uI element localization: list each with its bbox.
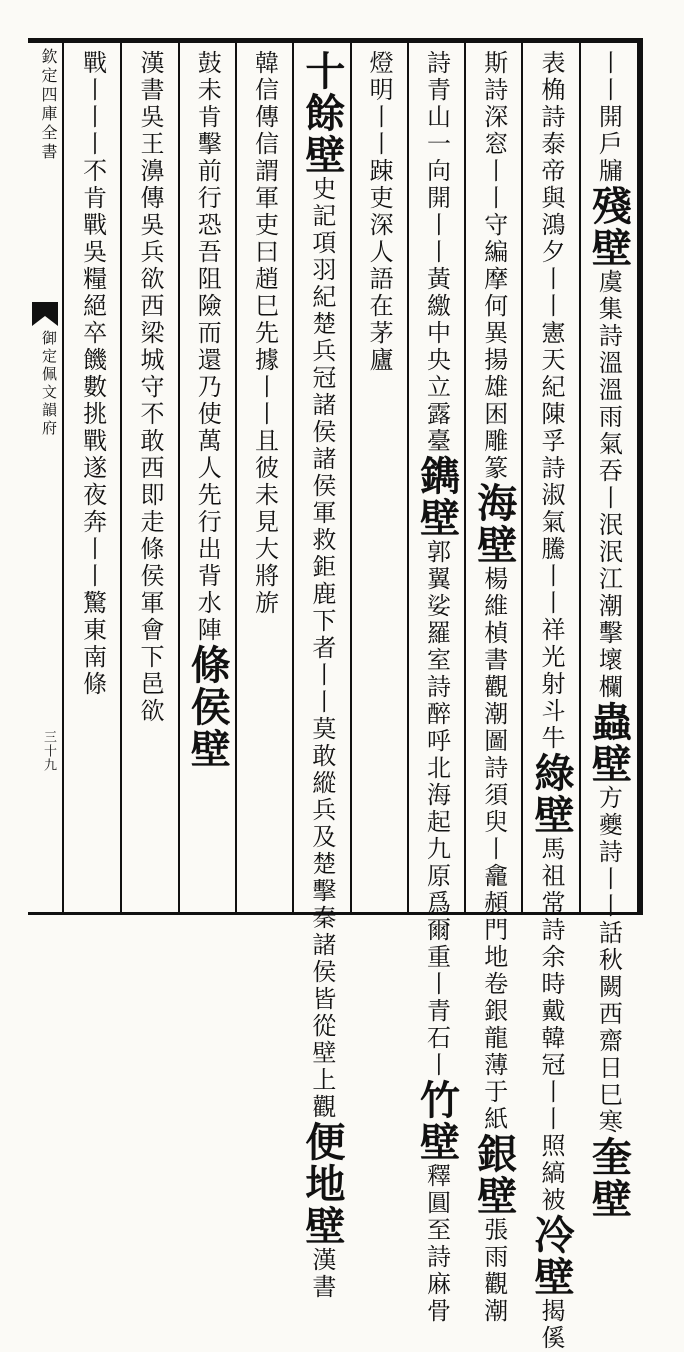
text-column-c6 (298, 50, 346, 1301)
heading-term: 蟲壁 (585, 701, 633, 785)
heading-term: 海壁 (470, 482, 518, 566)
text-column-c7 (248, 50, 282, 908)
text-column-c8 (184, 50, 232, 908)
column-text: 馬祖常詩余時戴 (537, 836, 566, 1025)
column-text: 郭翼娑羅室詩醉呼北海 (422, 539, 451, 809)
text-column-c9 (133, 50, 167, 908)
column-text: 鼓未肯擊前行恐吾阻險而還乃使萬人先行出背水陣 (193, 50, 222, 644)
text-column-c4 (413, 50, 461, 1325)
column-text: 戶牖 (594, 131, 623, 185)
column-text: 起九原爲爾重丨青石丨 (422, 809, 451, 1079)
column-text: 斯詩深窓丨丨守編 (479, 50, 508, 266)
text-column-c2 (528, 50, 576, 1352)
column-text: 黃繳中央立露臺 (422, 266, 451, 455)
column-text: 漢書 (307, 1247, 336, 1301)
heading-term: 奎壁 (585, 1136, 633, 1220)
column-rule (292, 43, 294, 913)
column-text: 詩麻骨 (422, 1244, 451, 1325)
column-text: 丨丨開 (594, 50, 623, 131)
column-text: 深人語在茅廬 (365, 212, 394, 374)
heading-term: 便地壁 (298, 1121, 346, 1247)
column-text: 揭傒 (537, 1298, 566, 1352)
column-rule (464, 43, 466, 913)
margin-left-text: 欽定四庫全書 (39, 48, 58, 162)
text-column-c1 (585, 50, 633, 1220)
column-rule (521, 43, 523, 913)
column-rule (235, 43, 237, 913)
column-text: 史記項羽紀楚兵冠諸侯諸侯軍救鉅鹿下者 (307, 176, 336, 662)
column-text: 戰丨丨丨不肯戰吳糧絕卒饑數挑戰遂夜奔丨丨驚東南條 (78, 50, 107, 698)
column-text: 楊維楨書觀潮圖詩須臾丨 (479, 566, 508, 863)
margin-divider (62, 38, 64, 915)
column-text: 韓信傳信謂軍吏曰趙巳先據丨丨且彼未見大將旂 (250, 50, 279, 617)
column-text: 觀潮 (479, 1271, 508, 1325)
column-text: 陳孚詩淑氣騰丨丨祥光射斗牛 (537, 401, 566, 752)
column-rule (120, 43, 122, 913)
column-text: 方夔詩丨丨話秋 (594, 785, 623, 974)
column-text: 丨丨莫敢縱兵及楚擊秦諸侯皆從壁上觀 (307, 662, 336, 1121)
column-text: 表桷詩泰帝與鴻夕丨丨憲天紀 (537, 50, 566, 401)
column-rule (407, 43, 409, 913)
column-rule (350, 43, 352, 913)
column-text: 虞集詩溫溫雨氣吞丨 (594, 269, 623, 512)
heading-term: 十餘壁 (298, 50, 346, 176)
column-text: 燈明丨丨踈吏 (365, 50, 394, 212)
heading-term: 殘壁 (585, 185, 633, 269)
heading-term: 綠壁 (528, 752, 576, 836)
margin-book-title: 御定佩文韻府 (40, 330, 58, 438)
heading-term: 冷壁 (528, 1214, 576, 1298)
column-text: 釋圓至 (422, 1163, 451, 1244)
fishtail-mark-icon (30, 300, 60, 328)
column-text: 漢書吳王濞傳吳兵欲西梁城守不敢西即走條侯軍會下邑欲 (135, 50, 164, 725)
heading-term: 條侯壁 (184, 644, 232, 770)
column-text: 龕頳門地卷銀龍薄于紙 (479, 863, 508, 1133)
column-text: 泯泯江潮擊壞欄 (594, 512, 623, 701)
text-column-c5 (362, 50, 396, 908)
heading-term: 鐫壁 (413, 455, 461, 539)
heading-term: 銀壁 (470, 1133, 518, 1217)
column-text: 摩何異揚雄困雕篆 (479, 266, 508, 482)
heading-term: 竹壁 (413, 1079, 461, 1163)
page-number: 三十九 (41, 730, 56, 772)
text-column-c10 (76, 50, 110, 908)
column-text: 韓冠丨丨照縞被 (537, 1025, 566, 1214)
text-column-c3 (470, 50, 518, 1325)
column-rule (178, 43, 180, 913)
frame-right-border (637, 38, 643, 915)
column-text: 張雨 (479, 1217, 508, 1271)
column-text: 詩青山一向開丨丨 (422, 50, 451, 266)
column-rule (579, 43, 581, 913)
column-text: 闕西齋日巳寒 (594, 974, 623, 1136)
